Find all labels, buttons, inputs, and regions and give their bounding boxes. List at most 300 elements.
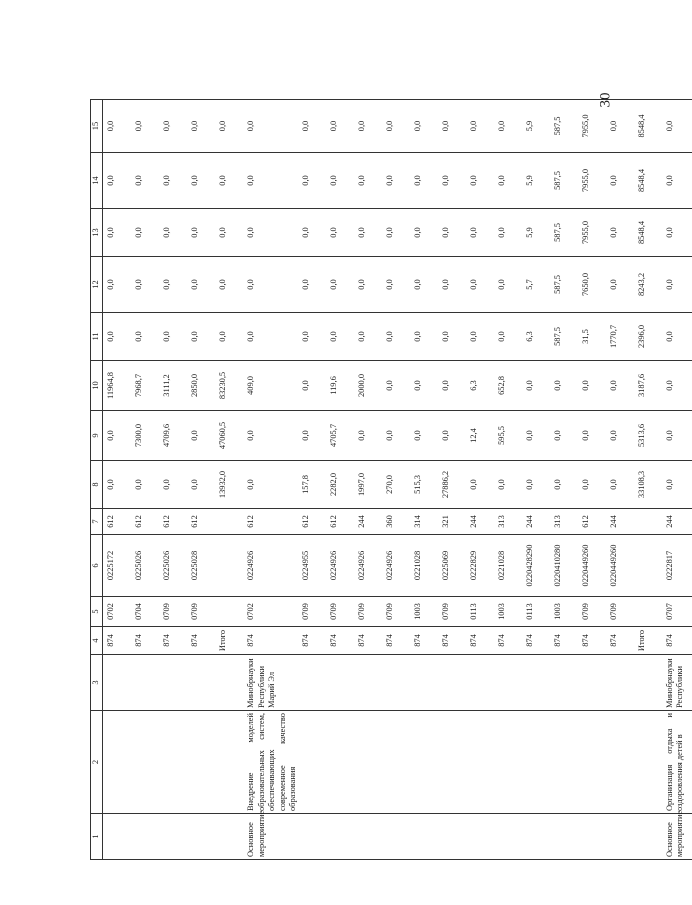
- column-header-9: 9: [91, 411, 103, 461]
- table-cell: 612: [328, 509, 356, 535]
- table-row: [664, 100, 692, 860]
- table-cell: 8548,4: [636, 100, 664, 153]
- table-cell: [440, 711, 468, 814]
- table-cell: 0,0: [245, 209, 300, 257]
- table-cell: 0,0: [412, 100, 440, 153]
- table-cell: [552, 655, 580, 711]
- table-cell: 0,0: [328, 153, 356, 209]
- table-cell: 874: [245, 627, 300, 655]
- table-cell: 0,0: [664, 153, 692, 209]
- table-cell: 0,0: [664, 361, 692, 411]
- table-cell: 612: [245, 509, 300, 535]
- table-cell: [580, 655, 608, 711]
- table-cell: 0,0: [217, 257, 245, 313]
- table-cell: 0,0: [468, 313, 496, 361]
- table-cell: 0,0: [245, 313, 300, 361]
- table-cell: 0709: [328, 597, 356, 627]
- table-row: [133, 100, 161, 860]
- rotated-table-sheet: [90, 100, 684, 860]
- table-cell: 587,5: [552, 100, 580, 153]
- table-cell: [189, 711, 217, 814]
- table-cell: 0225028: [189, 535, 217, 597]
- table-cell: 0,0: [356, 100, 384, 153]
- table-cell: 0709: [608, 597, 636, 627]
- table-cell: 0,0: [496, 257, 524, 313]
- table-cell: 244: [468, 509, 496, 535]
- table-cell: 612: [105, 509, 133, 535]
- table-cell: 0224955: [300, 535, 328, 597]
- table-cell: [608, 814, 636, 860]
- table-cell: 7955,0: [580, 100, 608, 153]
- table-cell: 874: [189, 627, 217, 655]
- table-cell: 0,0: [384, 209, 412, 257]
- table-cell: [328, 814, 356, 860]
- table-cell: 0,0: [300, 209, 328, 257]
- table-cell: 0,0: [300, 313, 328, 361]
- table-cell: 2396,0: [636, 313, 664, 361]
- table-cell: [356, 655, 384, 711]
- column-header-14: 14: [91, 153, 103, 209]
- table-cell: [636, 814, 664, 860]
- table-cell: [440, 655, 468, 711]
- table-cell: 0,0: [161, 100, 189, 153]
- table-cell: [105, 814, 133, 860]
- table-cell: 874: [440, 627, 468, 655]
- table-cell: 0,0: [245, 153, 300, 209]
- table-cell: 0224926: [328, 535, 356, 597]
- table-cell: [105, 655, 133, 711]
- table-cell: 244: [608, 509, 636, 535]
- table-cell: 0222817: [664, 535, 692, 597]
- table-cell: 7300,0: [133, 411, 161, 461]
- table-cell: [217, 814, 245, 860]
- table-cell: 0,0: [300, 100, 328, 153]
- table-cell: [217, 711, 245, 814]
- table-cell: 5,7: [524, 257, 552, 313]
- table-cell: 0,0: [552, 361, 580, 411]
- table-cell: 6,3: [524, 313, 552, 361]
- table-cell: 0,0: [105, 153, 133, 209]
- table-cell: 0,0: [133, 100, 161, 153]
- table-cell: 0709: [189, 597, 217, 627]
- table-cell: 0709: [580, 597, 608, 627]
- table-cell: 0,0: [300, 411, 328, 461]
- table-cell: 0,0: [384, 100, 412, 153]
- column-header-10: 10: [91, 361, 103, 411]
- table-cell: 0,0: [608, 411, 636, 461]
- table-cell: 0709: [384, 597, 412, 627]
- table-row: [189, 100, 217, 860]
- table-row: [496, 100, 524, 860]
- table-row: [524, 100, 552, 860]
- table-cell: [384, 814, 412, 860]
- table-cell: 874: [468, 627, 496, 655]
- table-cell: 2000,0: [356, 361, 384, 411]
- table-cell: 27886,2: [440, 461, 468, 509]
- table-cell: [636, 509, 664, 535]
- table-cell: 1003: [552, 597, 580, 627]
- table-cell: Минобрнауки Республики Марий Эл: [245, 655, 300, 711]
- table-cell: 409,0: [245, 361, 300, 411]
- table-cell: 0,0: [356, 209, 384, 257]
- table-cell: 2282,0: [328, 461, 356, 509]
- table-cell: 0,0: [412, 209, 440, 257]
- table-cell: 0,0: [384, 257, 412, 313]
- table-cell: 874: [356, 627, 384, 655]
- table-cell: [300, 655, 328, 711]
- table-cell: 5,9: [524, 153, 552, 209]
- table-cell: 0225026: [133, 535, 161, 597]
- table-cell: [468, 711, 496, 814]
- table-cell: 157,8: [300, 461, 328, 509]
- table-cell: [300, 711, 328, 814]
- table-cell: 0709: [161, 597, 189, 627]
- table-cell: 5313,6: [636, 411, 664, 461]
- table-cell: 1003: [412, 597, 440, 627]
- table-cell: 0,0: [356, 257, 384, 313]
- table-cell: 12,4: [468, 411, 496, 461]
- table-cell: 11964,8: [105, 361, 133, 411]
- table-cell: 874: [664, 627, 692, 655]
- table-cell: 874: [524, 627, 552, 655]
- table-cell: Внедрение моделей образовательных систем, обеспечивающих современное качество образования: [245, 711, 300, 814]
- table-cell: 0222829: [468, 535, 496, 597]
- table-cell: 0,0: [328, 257, 356, 313]
- table-cell: 0,0: [384, 313, 412, 361]
- table-cell: 7955,0: [580, 153, 608, 209]
- table-cell: 0,0: [580, 461, 608, 509]
- table-cell: 119,6: [328, 361, 356, 411]
- page-number: 30: [597, 92, 614, 108]
- table-cell: 31,5: [580, 313, 608, 361]
- table-cell: 4709,6: [161, 411, 189, 461]
- table-cell: 3111,2: [161, 361, 189, 411]
- table-cell: 0,0: [217, 100, 245, 153]
- table-cell: 874: [496, 627, 524, 655]
- table-cell: 0,0: [412, 361, 440, 411]
- table-cell: 4705,7: [328, 411, 356, 461]
- table-row: [552, 100, 580, 860]
- table-cell: 0,0: [328, 100, 356, 153]
- table-cell: 0,0: [217, 153, 245, 209]
- table-cell: 0,0: [133, 313, 161, 361]
- column-header-6: 6: [91, 535, 103, 597]
- table-cell: 3187,6: [636, 361, 664, 411]
- table-cell: [300, 814, 328, 860]
- table-cell: 0,0: [440, 361, 468, 411]
- table-cell: 0,0: [105, 209, 133, 257]
- table-cell: [384, 711, 412, 814]
- column-header-7: 7: [91, 509, 103, 535]
- table-cell: 0,0: [105, 313, 133, 361]
- table-cell: 0225172: [105, 535, 133, 597]
- table-cell: [217, 597, 245, 627]
- column-header-13: 13: [91, 209, 103, 257]
- table-cell: 6,3: [468, 361, 496, 411]
- table-cell: 0,0: [245, 411, 300, 461]
- table-cell: 0709: [300, 597, 328, 627]
- table-cell: [440, 814, 468, 860]
- table-cell: [524, 814, 552, 860]
- table-cell: 0,0: [412, 411, 440, 461]
- table-cell: [161, 711, 189, 814]
- table-cell: 0,0: [412, 153, 440, 209]
- table-cell: 0,0: [245, 461, 300, 509]
- table-row: [300, 100, 328, 860]
- table-cell: [636, 597, 664, 627]
- table-row: [217, 100, 245, 860]
- table-cell: 0704: [133, 597, 161, 627]
- table-cell: 0702: [105, 597, 133, 627]
- table-row: [412, 100, 440, 860]
- table-cell: [356, 711, 384, 814]
- table-cell: 0,0: [440, 209, 468, 257]
- table-cell: 321: [440, 509, 468, 535]
- table-cell: [552, 814, 580, 860]
- table-cell: [636, 535, 664, 597]
- table-cell: 0,0: [189, 100, 217, 153]
- column-header-4: 4: [91, 627, 103, 655]
- table-cell: [189, 814, 217, 860]
- table-cell: Минобрнауки Республики: [664, 655, 692, 711]
- table-cell: 0,0: [356, 411, 384, 461]
- table-cell: 0,0: [608, 461, 636, 509]
- table-cell: 0220410280: [552, 535, 580, 597]
- table-cell: 0,0: [245, 100, 300, 153]
- table-cell: 0,0: [189, 209, 217, 257]
- table-cell: 0,0: [161, 313, 189, 361]
- table-cell: [328, 655, 356, 711]
- table-cell: 0,0: [217, 209, 245, 257]
- table-cell: 874: [328, 627, 356, 655]
- table-cell: 8243,2: [636, 257, 664, 313]
- table-cell: 0,0: [664, 461, 692, 509]
- table-cell: [412, 655, 440, 711]
- table-cell: 0709: [356, 597, 384, 627]
- table-row: [105, 100, 133, 860]
- table-cell: 360: [384, 509, 412, 535]
- table-cell: [580, 814, 608, 860]
- table-cell: 33108,3: [636, 461, 664, 509]
- table-cell: 270,0: [384, 461, 412, 509]
- table-cell: 8548,4: [636, 153, 664, 209]
- table-cell: 13932,0: [217, 461, 245, 509]
- table-cell: 7968,7: [133, 361, 161, 411]
- budget-table: [90, 99, 692, 860]
- table-cell: 0,0: [328, 209, 356, 257]
- table-row: [608, 100, 636, 860]
- table-row: [161, 100, 189, 860]
- table-cell: [161, 814, 189, 860]
- table-cell: 1770,7: [608, 313, 636, 361]
- table-cell: [608, 655, 636, 711]
- table-cell: 0,0: [105, 411, 133, 461]
- table-cell: [133, 655, 161, 711]
- table-cell: Организация отдыха и оздоровления детей в: [664, 711, 692, 814]
- table-cell: 0,0: [412, 313, 440, 361]
- table-cell: 587,5: [552, 257, 580, 313]
- table-cell: 0,0: [440, 411, 468, 461]
- table-cell: 5,9: [524, 209, 552, 257]
- table-cell: 8548,4: [636, 209, 664, 257]
- table-cell: [496, 711, 524, 814]
- table-cell: 874: [580, 627, 608, 655]
- table-row: [636, 100, 664, 860]
- table-cell: 0,0: [328, 313, 356, 361]
- table-cell: 0,0: [524, 411, 552, 461]
- column-header-11: 11: [91, 313, 103, 361]
- table-cell: Основное мероприятие: [664, 814, 692, 860]
- table-cell: [580, 711, 608, 814]
- table-cell: 0,0: [580, 411, 608, 461]
- table-cell: [608, 711, 636, 814]
- table-cell: 0,0: [664, 100, 692, 153]
- table-cell: 244: [356, 509, 384, 535]
- table-cell: 1997,0: [356, 461, 384, 509]
- table-cell: [384, 655, 412, 711]
- table-cell: 0,0: [496, 100, 524, 153]
- table-cell: 0,0: [608, 153, 636, 209]
- table-cell: 0113: [524, 597, 552, 627]
- table-cell: 0,0: [468, 257, 496, 313]
- table-cell: 0,0: [133, 153, 161, 209]
- table-cell: 47060,5: [217, 411, 245, 461]
- table-cell: 0,0: [440, 313, 468, 361]
- table-cell: 0,0: [384, 153, 412, 209]
- table-cell: 874: [161, 627, 189, 655]
- table-cell: 0,0: [552, 411, 580, 461]
- table-cell: 0,0: [133, 209, 161, 257]
- table-cell: 0220449260: [608, 535, 636, 597]
- table-cell: [412, 711, 440, 814]
- table-cell: 0,0: [664, 257, 692, 313]
- table-cell: [524, 655, 552, 711]
- table-cell: 0,0: [608, 209, 636, 257]
- table-cell: 1003: [496, 597, 524, 627]
- table-cell: [496, 814, 524, 860]
- table-cell: 595,5: [496, 411, 524, 461]
- table-cell: 0,0: [384, 361, 412, 411]
- table-cell: 0224926: [356, 535, 384, 597]
- table-cell: 0,0: [189, 313, 217, 361]
- table-cell: 0,0: [105, 461, 133, 509]
- table-cell: 0224926: [384, 535, 412, 597]
- table-cell: [217, 655, 245, 711]
- table-cell: 0,0: [217, 313, 245, 361]
- table-cell: 0,0: [608, 257, 636, 313]
- table-cell: [133, 814, 161, 860]
- table-cell: 0,0: [189, 153, 217, 209]
- table-cell: [328, 711, 356, 814]
- table-cell: 0225069: [440, 535, 468, 597]
- table-cell: [133, 711, 161, 814]
- table-row: [468, 100, 496, 860]
- table-cell: 612: [300, 509, 328, 535]
- table-row: [245, 100, 300, 860]
- table-cell: 0,0: [384, 411, 412, 461]
- table-cell: 0,0: [356, 153, 384, 209]
- table-cell: 0702: [245, 597, 300, 627]
- table-cell: 0,0: [524, 361, 552, 411]
- table-cell: 0,0: [440, 257, 468, 313]
- table-cell: 0,0: [440, 153, 468, 209]
- table-cell: 587,5: [552, 313, 580, 361]
- table-cell: 0,0: [552, 461, 580, 509]
- table-cell: 0,0: [608, 100, 636, 153]
- table-cell: 0709: [440, 597, 468, 627]
- table-cell: [636, 655, 664, 711]
- table-cell: 0,0: [496, 313, 524, 361]
- table-cell: 0,0: [356, 313, 384, 361]
- table-cell: 874: [300, 627, 328, 655]
- table-cell: 0,0: [189, 257, 217, 313]
- table-cell: 874: [552, 627, 580, 655]
- table-cell: 0,0: [524, 461, 552, 509]
- table-cell: 244: [524, 509, 552, 535]
- table-cell: 0,0: [133, 461, 161, 509]
- table-cell: [636, 711, 664, 814]
- table-cell: 612: [161, 509, 189, 535]
- table-cell: 0,0: [189, 461, 217, 509]
- table-cell: 0,0: [468, 209, 496, 257]
- table-cell: [496, 655, 524, 711]
- table-cell: 0,0: [664, 411, 692, 461]
- table-row: [580, 100, 608, 860]
- table-cell: 0,0: [189, 411, 217, 461]
- table-cell: 83230,5: [217, 361, 245, 411]
- table-cell: 874: [608, 627, 636, 655]
- table-cell: 874: [412, 627, 440, 655]
- table-row: [440, 100, 468, 860]
- table-cell: [217, 509, 245, 535]
- table-cell: 612: [580, 509, 608, 535]
- table-cell: 0,0: [300, 153, 328, 209]
- table-cell: 0,0: [161, 209, 189, 257]
- table-cell: [412, 814, 440, 860]
- table-cell: 0,0: [496, 153, 524, 209]
- table-cell: Итого: [217, 627, 245, 655]
- table-cell: 314: [412, 509, 440, 535]
- table-row: [356, 100, 384, 860]
- header-row: [91, 100, 103, 860]
- table-cell: 612: [133, 509, 161, 535]
- table-cell: 0,0: [161, 461, 189, 509]
- table-cell: [105, 711, 133, 814]
- table-cell: 0220449260: [580, 535, 608, 597]
- column-header-5: 5: [91, 597, 103, 627]
- table-cell: 874: [384, 627, 412, 655]
- table-cell: 0,0: [468, 461, 496, 509]
- table-cell: 0,0: [496, 461, 524, 509]
- table-cell: 587,5: [552, 153, 580, 209]
- column-header-12: 12: [91, 257, 103, 313]
- table-cell: 2850,0: [189, 361, 217, 411]
- table-cell: 0,0: [161, 153, 189, 209]
- table-cell: 0,0: [300, 361, 328, 411]
- table-cell: [468, 655, 496, 711]
- table-cell: 0,0: [412, 257, 440, 313]
- table-body: [103, 100, 692, 860]
- table-cell: 612: [189, 509, 217, 535]
- table-cell: 0,0: [133, 257, 161, 313]
- column-header-15: 15: [91, 100, 103, 153]
- table-cell: 0,0: [496, 209, 524, 257]
- table-cell: 0,0: [105, 257, 133, 313]
- table-cell: 0224926: [245, 535, 300, 597]
- table-cell: 0,0: [161, 257, 189, 313]
- table-cell: 0221028: [496, 535, 524, 597]
- table-cell: 652,8: [496, 361, 524, 411]
